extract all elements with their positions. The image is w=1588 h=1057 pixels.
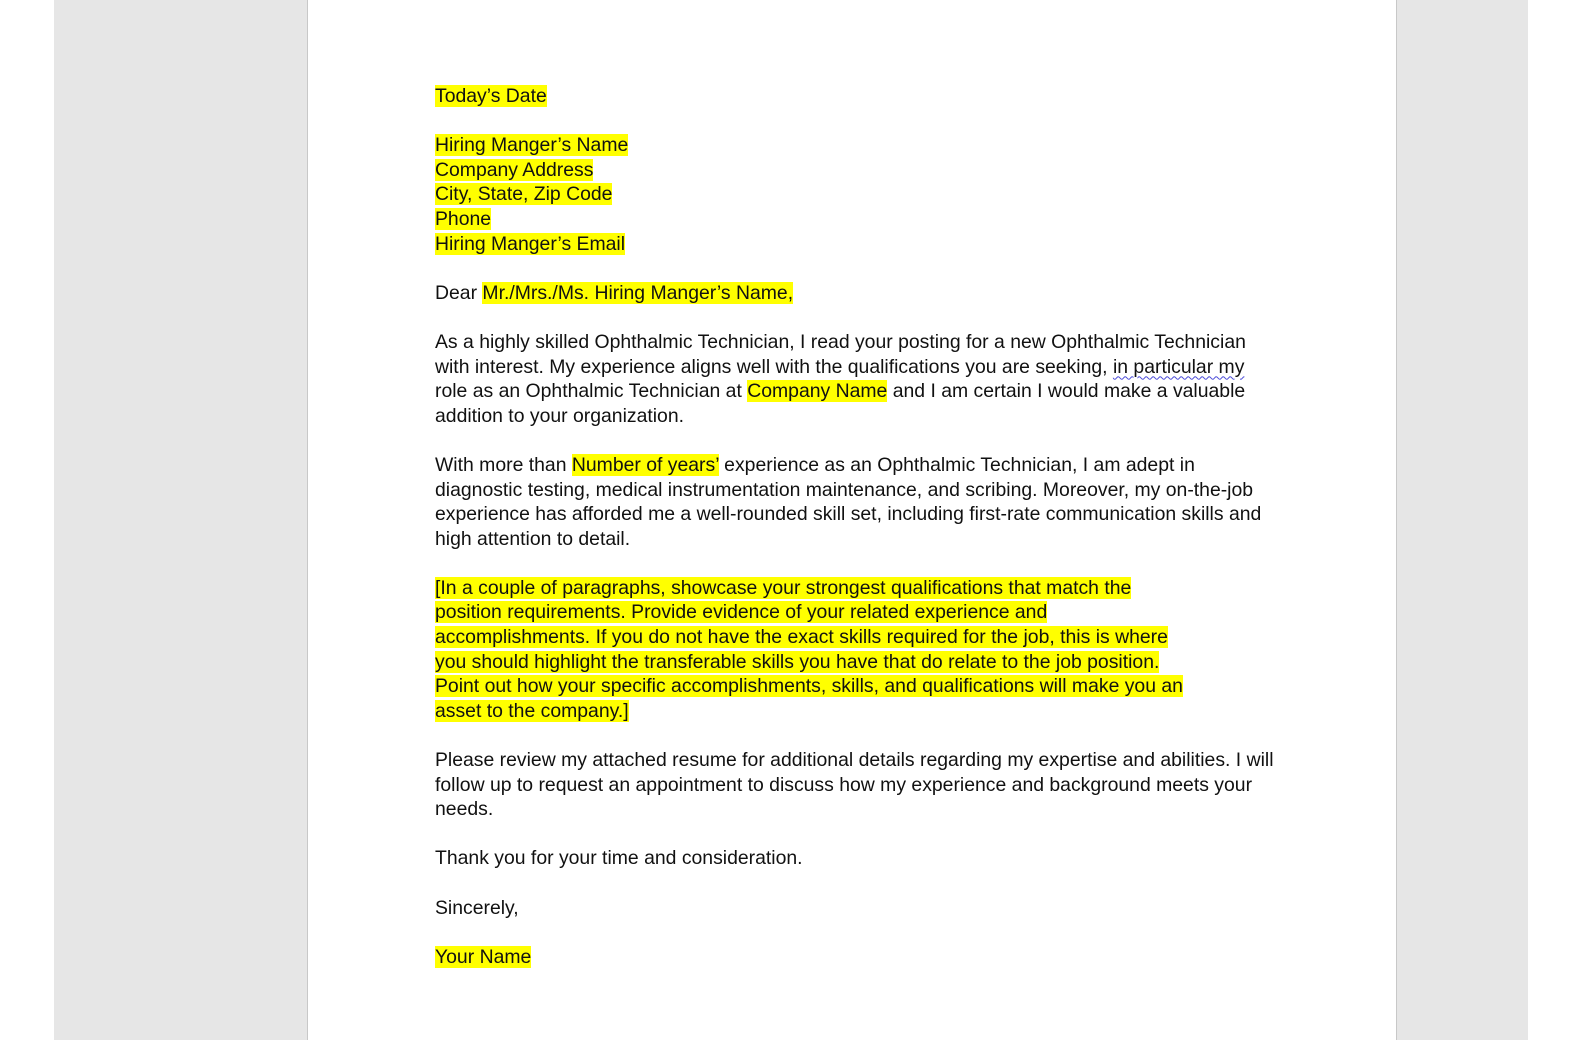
years-placeholder: Number of years’ <box>571 453 719 476</box>
signature-line[interactable] <box>435 945 1275 970</box>
para2-text-b: experience as an Ophthalmic Technician, I am adept in diagnostic testing, medical instrumentation maintenance, and scribing. Moreover, my on-the-job experience has afforded me a well-rounded skill set, including first-rate communication skills and high attention to detail. <box>435 453 1262 550</box>
recipient-city: City, State, Zip Code <box>435 183 613 206</box>
document-page[interactable] <box>308 0 1396 1040</box>
para1-text-c: and I am certain I would make a valuable addition to your organization. <box>435 380 1246 427</box>
salutation[interactable] <box>435 281 1275 306</box>
para2-text-a: With more than <box>435 453 572 476</box>
recipient-address: Company Address <box>435 158 594 181</box>
recipient-name: Hiring Manger’s Name <box>435 134 629 157</box>
salutation-name: Mr./Mrs./Ms. Hiring Manger’s Name, <box>482 281 794 304</box>
date-line[interactable] <box>435 84 1275 109</box>
signature-placeholder: Your Name <box>435 945 532 968</box>
instruction-line: [In a couple of paragraphs, showcase your strongest qualifications that match the <box>435 576 1132 599</box>
recipient-email: Hiring Manger’s Email <box>435 232 626 255</box>
para1-text-b: role as an Ophthalmic Technician at <box>435 380 748 403</box>
instruction-line: you should highlight the transferable skills you have that do relate to the job position. <box>435 650 1160 673</box>
company-name-placeholder: Company Name <box>747 380 888 403</box>
letter-body[interactable] <box>435 84 1275 969</box>
recipient-phone: Phone <box>435 207 492 230</box>
paragraph-2[interactable] <box>435 453 1275 551</box>
paragraph-4[interactable]: Please review my attached resume for additional details regarding my expertise and abilities. I will follow up to request an appointment to discuss how my experience and background meets your needs. <box>435 749 1274 821</box>
grammar-flag[interactable]: in particular my <box>1112 355 1245 378</box>
paragraph-5[interactable]: Thank you for your time and consideration. <box>435 847 803 870</box>
instruction-line: Point out how your specific accomplishments, skills, and qualifications will make you an <box>435 675 1183 698</box>
para1-text-a: As a highly skilled Ophthalmic Technician, I read your posting for a new Ophthalmic Technician with interest. My experience aligns well with the qualifications you are seeking, <box>435 330 1246 378</box>
instruction-line: accomplishments. If you do not have the exact skills required for the job, this is where <box>435 626 1168 649</box>
closing[interactable]: Sincerely, <box>435 896 519 919</box>
document-viewport[interactable] <box>54 0 1528 1040</box>
paragraph-3-instructions[interactable] <box>435 576 1275 724</box>
date-placeholder: Today’s Date <box>435 85 547 107</box>
recipient-block[interactable] <box>435 133 1275 256</box>
salutation-prefix: Dear <box>435 281 483 304</box>
instruction-line: position requirements. Provide evidence of your related experience and <box>435 601 1048 624</box>
instruction-line: asset to the company.] <box>435 699 629 722</box>
paragraph-1[interactable] <box>435 330 1275 428</box>
